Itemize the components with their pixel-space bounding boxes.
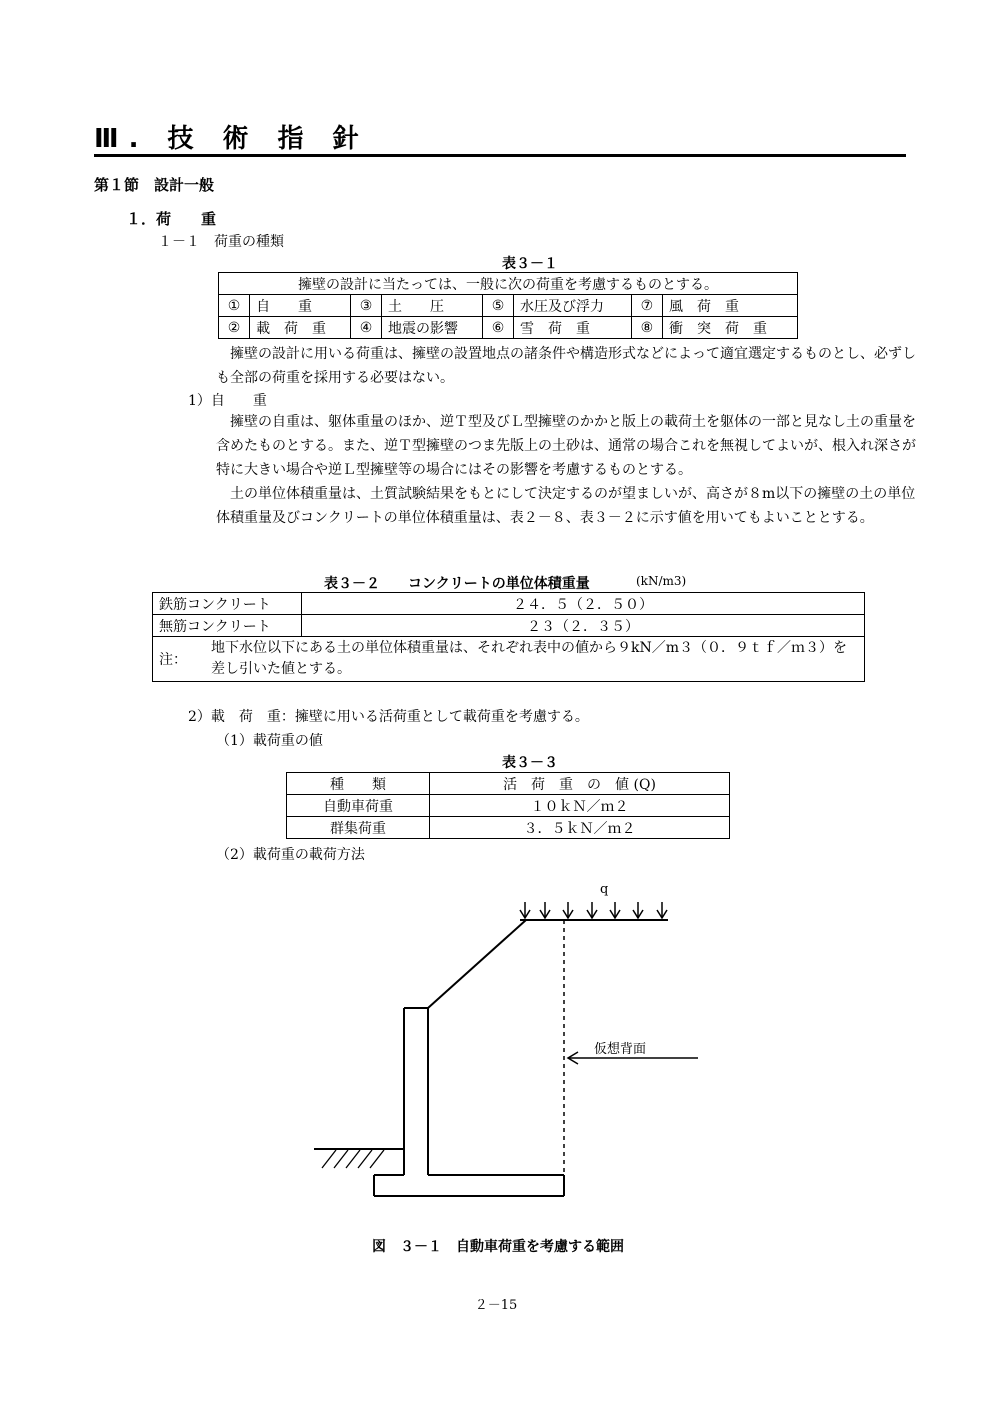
table1-cell: 自 重	[250, 295, 351, 317]
table1-cell: ⑥	[482, 317, 513, 339]
table2-cell: 鉄筋コンクリート	[153, 593, 302, 615]
backfill-slope	[428, 920, 526, 1008]
table2-cell: ２４．５（２．５０）	[302, 593, 865, 615]
heading-rule	[94, 154, 906, 157]
table1-cell: ②	[219, 317, 250, 339]
table-row	[219, 295, 798, 317]
table2-cell: ２３（２．３５）	[302, 615, 865, 637]
table1-cell: ①	[219, 295, 250, 317]
table3	[286, 772, 730, 839]
figure-caption: 図 ３－１ 自動車荷重を考慮する範囲	[372, 1239, 624, 1255]
table1-cell: ⑦	[631, 295, 662, 317]
retaining-wall-figure	[300, 870, 720, 1210]
table-row	[153, 593, 865, 615]
item2-title: 2）載 荷 重：擁壁に用いる活荷重として載荷重を考慮する。	[188, 709, 589, 725]
table1-caption: 表３－１	[502, 256, 558, 272]
table1-cell: ③	[350, 295, 381, 317]
table1-cell: 衝 突 荷 重	[662, 317, 797, 339]
table-row	[287, 817, 730, 839]
subsection-title: １．荷 重	[126, 210, 217, 228]
table1-cell: ⑤	[482, 295, 513, 317]
page-number: ２－15	[474, 1298, 518, 1313]
table3-cell: 自動車荷重	[287, 795, 430, 817]
table2	[152, 592, 865, 682]
item2-sub1: （1）載荷重の値	[216, 733, 323, 749]
table1-cell: 地震の影響	[382, 317, 483, 339]
table3-caption: 表３－３	[502, 755, 558, 771]
load-arrows	[520, 902, 667, 918]
table3-header-cell: 活 荷 重 の 値 (Q)	[430, 773, 730, 795]
table1-cell: ④	[350, 317, 381, 339]
load-label: q	[600, 882, 609, 897]
table3-cell: １０ｋＮ／ｍ２	[430, 795, 730, 817]
table-row	[153, 637, 865, 682]
table1-cell: ⑧	[631, 317, 662, 339]
virtual-plane-label: 仮想背面	[594, 1042, 647, 1057]
table2-unit: (kN/m3)	[636, 574, 687, 588]
paragraph-load-selection: 擁壁の設計に用いる荷重は、擁壁の設置地点の諸条件や構造形式などによって適宜選定するものとし、必ずしも全部の荷重を採用する必要はない。	[216, 346, 916, 386]
table2-note-text: 地下水位以下にある土の単位体積重量は、それぞれ表中の値から９kN／m３（０．９ｔｆ／ｍ３）を差し引いた値とする。	[211, 640, 848, 677]
table2-note	[153, 637, 865, 682]
table2-note-label: 注：	[159, 652, 187, 668]
table-row	[287, 795, 730, 817]
table1-header: 擁壁の設計に当たっては、一般に次の荷重を考慮するものとする。	[219, 273, 798, 295]
table3-cell: 群集荷重	[287, 817, 430, 839]
paragraph-unit-weight: 土の単位体積重量は、土質試験結果をもとにして決定するのが望ましいが、高さが８m以下の擁壁の土の単位体積重量及びコンクリートの単位体積重量は、表２－８、表３－２に示す値を用いてもよいこととする。	[216, 486, 916, 526]
table3-header-cell: 種 類	[287, 773, 430, 795]
table1-cell: 水圧及び浮力	[514, 295, 632, 317]
section-title: 第１節 設計一般	[94, 176, 215, 194]
table1-cell: 土 圧	[382, 295, 483, 317]
table-row	[219, 317, 798, 339]
item2-sub2: （2）載荷重の載荷方法	[216, 847, 365, 863]
paragraph-self-weight: 擁壁の自重は、躯体重量のほか、逆Ｔ型及びＬ型擁壁のかかと版上の載荷土を躯体の一部と見なし土の重量を含めたものとする。また、逆Ｔ型擁壁のつま先版上の土砂は、通常の場合これを無視してよいが、根入れ深さが特に大きい場合や逆Ｌ型擁壁等の場合にはその影響を考慮するものとする。	[216, 414, 916, 478]
table1-cell: 風 荷 重	[662, 295, 797, 317]
table-row	[153, 615, 865, 637]
table-row	[287, 773, 730, 795]
table2-cell: 無筋コンクリート	[153, 615, 302, 637]
item1-title: 1）自 重	[188, 393, 267, 409]
table2-caption: 表３－２ コンクリートの単位体積重量	[324, 576, 590, 592]
ground-hatching	[322, 1150, 384, 1168]
chapter-heading: Ⅲ. 技 術 指 針	[94, 124, 369, 154]
table3-cell: ３．５ｋＮ／ｍ２	[430, 817, 730, 839]
table1	[218, 272, 798, 339]
table1-cell: 載 荷 重	[250, 317, 351, 339]
subsection-1-1-title: １－１ 荷重の種類	[158, 234, 284, 250]
table1-cell: 雪 荷 重	[514, 317, 632, 339]
